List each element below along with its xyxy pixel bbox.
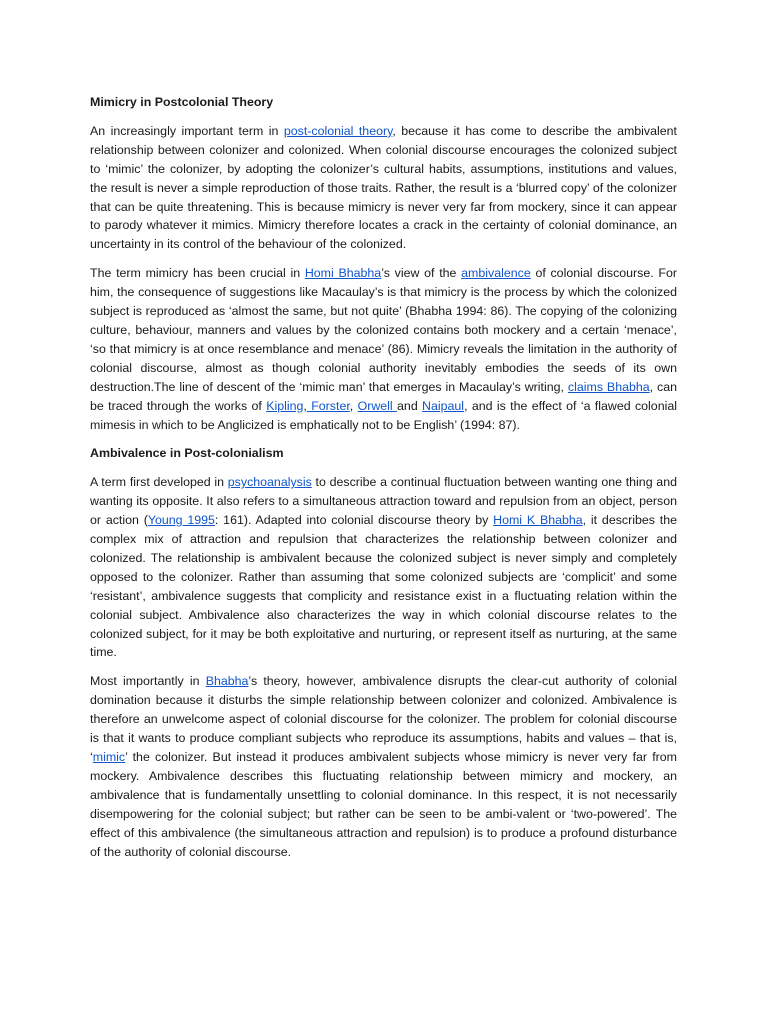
heading-ambivalence: Ambivalence in Post-colonialism	[90, 446, 284, 461]
paragraph	[90, 264, 677, 434]
text-run: , because it has come to describe the ambivalent relationship between colonizer and colonized. When colonial discourse encourages the colonized subject to ‘mimic’ the colonizer, by adopting the colonizer’s cultural habits, assumptions, institutions and values, the result is never a simple reproduction of those traits. Rather, the result is a ‘blurred copy’ of the colonizer that can be quite threatening. This is because mimicry is never very far from mockery, since it can appear to parody whatever it mimics. Mimicry therefore locates a crack in the certainty of colonial dominance, an uncertainty in its control of the behaviour of the colonized.	[90, 123, 677, 252]
inline-link[interactable]: Forster	[306, 398, 350, 413]
inline-link[interactable]: mimic	[92, 750, 126, 764]
text-run: ,	[303, 398, 307, 413]
text-run: A term first developed in	[90, 475, 228, 490]
inline-link[interactable]: Orwell	[357, 398, 398, 413]
heading-mimicry: Mimicry in Postcolonial Theory	[90, 95, 274, 109]
text-run: and	[397, 398, 423, 413]
paragraph	[90, 122, 677, 254]
text-run: : 161). Adapted into colonial discourse theory by	[214, 513, 494, 528]
text-run: Most importantly in	[90, 674, 206, 689]
text-run: , can be traced through the works of	[90, 379, 677, 413]
inline-link[interactable]: Bhabha	[205, 674, 249, 689]
text-run: of colonial discourse. For him, the consequence of suggestions like Macaulay’s is that mimicry is the process by which the colonized subject is reproduced as ‘almost the same, but not quite’ (Bhabha 1994: 86). The copying of the colonizing culture, behaviour, manners and values by the colonized contains both mockery and a certain ‘menace’, ‘so that mimicry is at once resemblance and menace’ (86). Mimicry reveals the limitation in the authority of colonial discourse, almost as though colonial authority inevitably embodies the seeds of its own destruction.The line of descent of the ‘mimic man’ that emerges in Macaulay’s writing,	[90, 266, 678, 394]
paragraph	[90, 473, 677, 662]
inline-link[interactable]: Kipling	[266, 398, 304, 413]
text-run: ’s theory, however, ambivalence disrupts the clear-cut authority of colonial domination because it disturbs the simple relationship between colonizer and colonized. Ambivalence is therefore an unwelcome aspect of colonial discourse for the colonizer. The problem for colonial discourse is that it wants to produce compliant subjects who reproduce its assumptions, habits and values – that is, ‘	[90, 674, 678, 764]
inline-link[interactable]: Homi Bhabha	[304, 266, 382, 281]
text-run: ’s view of the	[381, 266, 462, 281]
inline-link[interactable]: post-colonial theory	[283, 123, 393, 138]
paragraph	[90, 672, 677, 861]
inline-link[interactable]: Young 1995	[147, 513, 215, 528]
text-run: An increasingly important term in	[90, 123, 284, 138]
document-page	[90, 93, 677, 871]
text-run: The term mimicry has been crucial in	[90, 266, 305, 281]
inline-link[interactable]: ambivalence	[461, 266, 531, 281]
text-run: ’ the colonizer. But instead it produces ambivalent subjects whose mimicry is never very far from mockery. Ambivalence describes this fluctuating relationship between mimicry and mockery, an ambivalence that is fundamentally unsettling to colonial dominance. In this respect, it is not necessarily disempowering for the colonial subject; but rather can be seen to be ambi-valent or ‘two-powered’. The effect of this ambivalence (the simultaneous attraction and repulsion) is to produce a profound disturbance of the authority of colonial discourse.	[90, 750, 677, 859]
inline-link[interactable]: claims Bhabha	[567, 379, 650, 394]
inline-link[interactable]: Homi K Bhabha	[493, 513, 583, 528]
text-run: , it describes the complex mix of attraction and repulsion that characterizes the relationship between colonizer and colonized. The relationship is ambivalent because the colonized subject is never simply and completely opposed to the colonizer. Rather than assuming that some colonized subjects are ‘complicit’ and some ‘resistant’, ambivalence suggests that complicity and resistance exist in a fluctuating relation within the colonial subject. Ambivalence also characterizes the way in which colonial discourse relates to the colonized subject, for it may be both exploitative and nurturing, or represent itself as nurturing, at the same time.	[90, 513, 677, 660]
text-run: to describe a continual fluctuation between wanting one thing and wanting its opposite. It also refers to a simultaneous attraction toward and repulsion from an object, person or action (	[90, 475, 677, 528]
text-run: , and is the effect of ‘a flawed colonial mimesis in which to be Anglicized is emphatically not to be English’ (1994: 87).	[90, 398, 677, 432]
text-run: ,	[349, 398, 358, 413]
inline-link[interactable]: Naipaul	[422, 398, 465, 413]
inline-link[interactable]: psychoanalysis	[227, 475, 312, 490]
